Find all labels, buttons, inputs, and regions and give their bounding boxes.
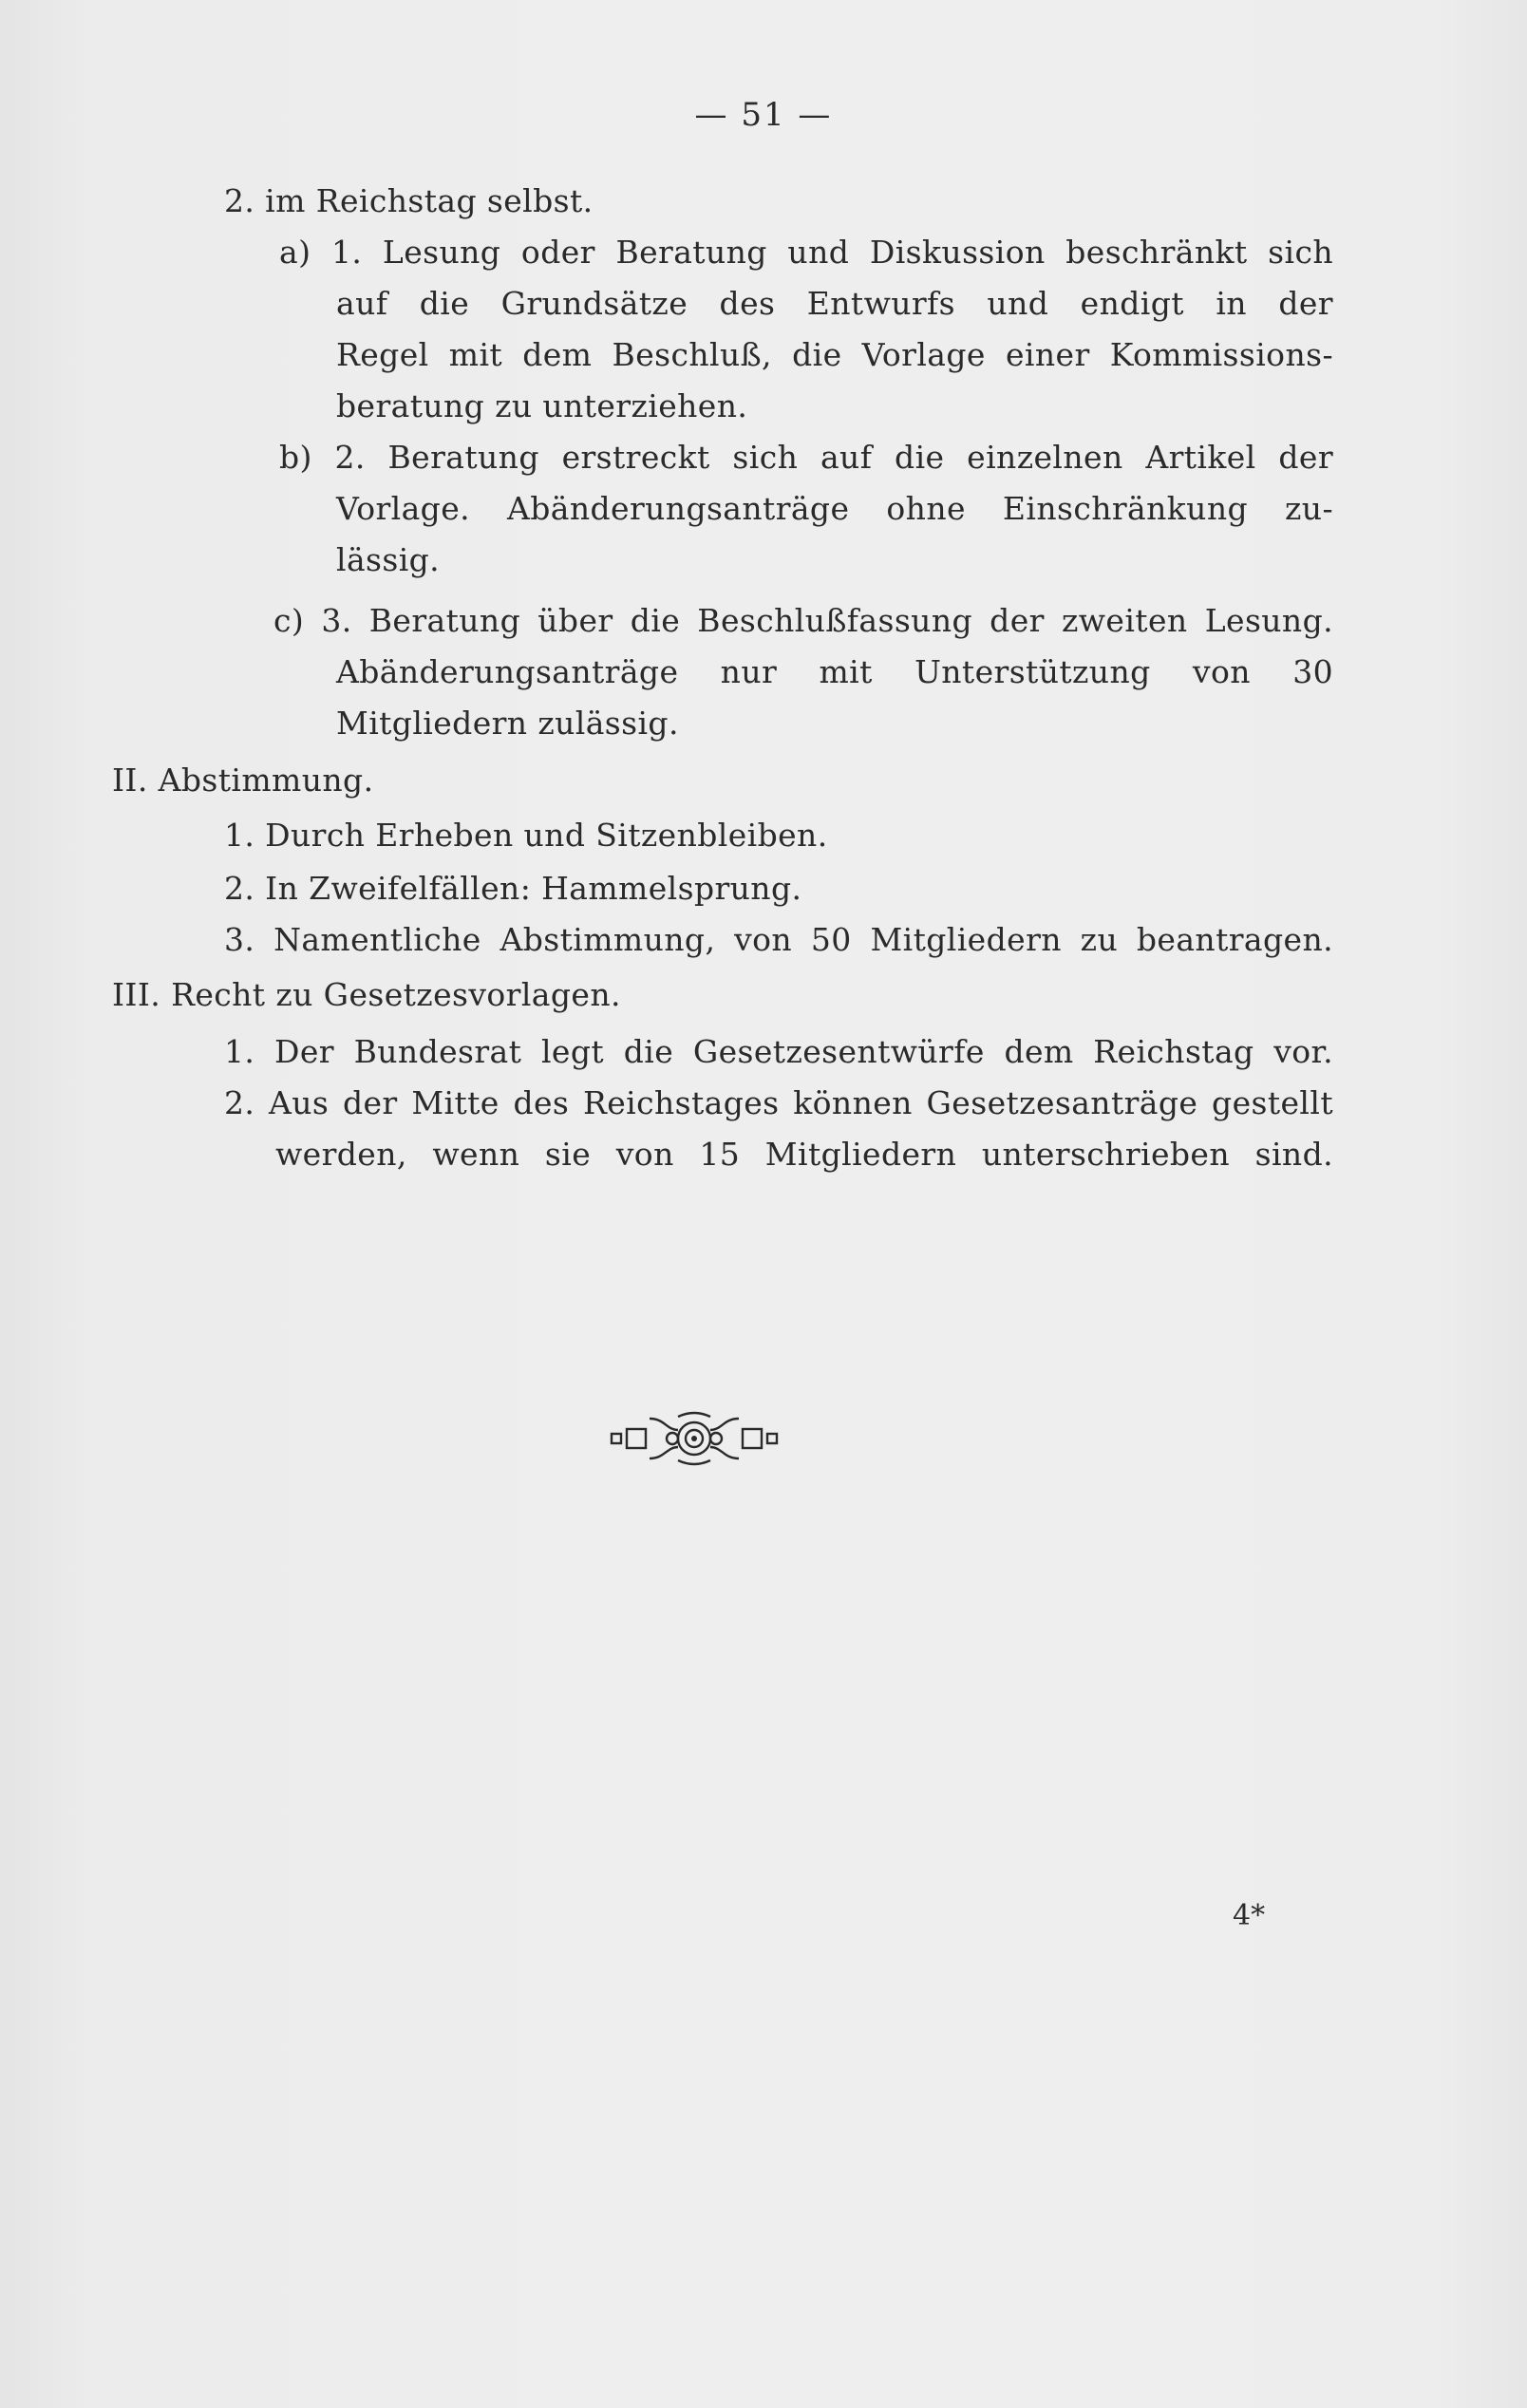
item-c-line-2: Abänderungsanträge nur mit Unterstützung von 30 [336, 653, 1333, 690]
page-number: — 51 — [694, 96, 833, 134]
sheet-signature: 4* [1233, 1899, 1266, 1932]
item-b-line-3: lässig. [336, 541, 441, 578]
section-II-item-3: 3. Namentliche Abstimmung, von 50 Mitgliedern zu beantragen. [224, 921, 1333, 958]
section-II-item-2: 2. In Zweifelfällen: Hammelsprung. [224, 870, 802, 907]
item-c-line-1: c) 3. Beratung über die Beschlußfassung der zweiten Lesung. [273, 602, 1333, 639]
item-a-line-2: auf die Grundsätze des Entwurfs und endigt in der [336, 285, 1333, 322]
item-a-line-1: a) 1. Lesung oder Beratung und Diskussion beschränkt sich [279, 234, 1333, 271]
section-III-item-2-line-2: werden, wenn sie von 15 Mitgliedern unterschrieben sind. [275, 1136, 1333, 1173]
item-a-line-3: Regel mit dem Beschluß, die Vorlage einer Kommissions- [336, 336, 1333, 373]
item-b-line-1: b) 2. Beratung erstreckt sich auf die einzelnen Artikel der [279, 439, 1333, 476]
section-III-item-2-line-1: 2. Aus der Mitte des Reichstages können Gesetzesanträge gestellt [224, 1084, 1333, 1121]
item-a-line-4: beratung zu unterziehen. [336, 387, 748, 424]
item-c-line-3: Mitgliedern zulässig. [336, 705, 679, 742]
item-b-line-2: Vorlage. Abänderungsanträge ohne Einschränkung zu- [336, 490, 1333, 527]
section-II-item-1: 1. Durch Erheben und Sitzenbleiben. [224, 817, 828, 854]
section-2-heading: 2. im Reichstag selbst. [224, 182, 594, 219]
section-II-heading: II. Abstimmung. [112, 762, 374, 799]
section-III-item-1: 1. Der Bundesrat legt die Gesetzesentwürfe dem Reichstag vor. [224, 1033, 1333, 1070]
section-III-heading: III. Recht zu Gesetzesvorlagen. [112, 976, 621, 1013]
ornament-icon [608, 1409, 781, 1470]
